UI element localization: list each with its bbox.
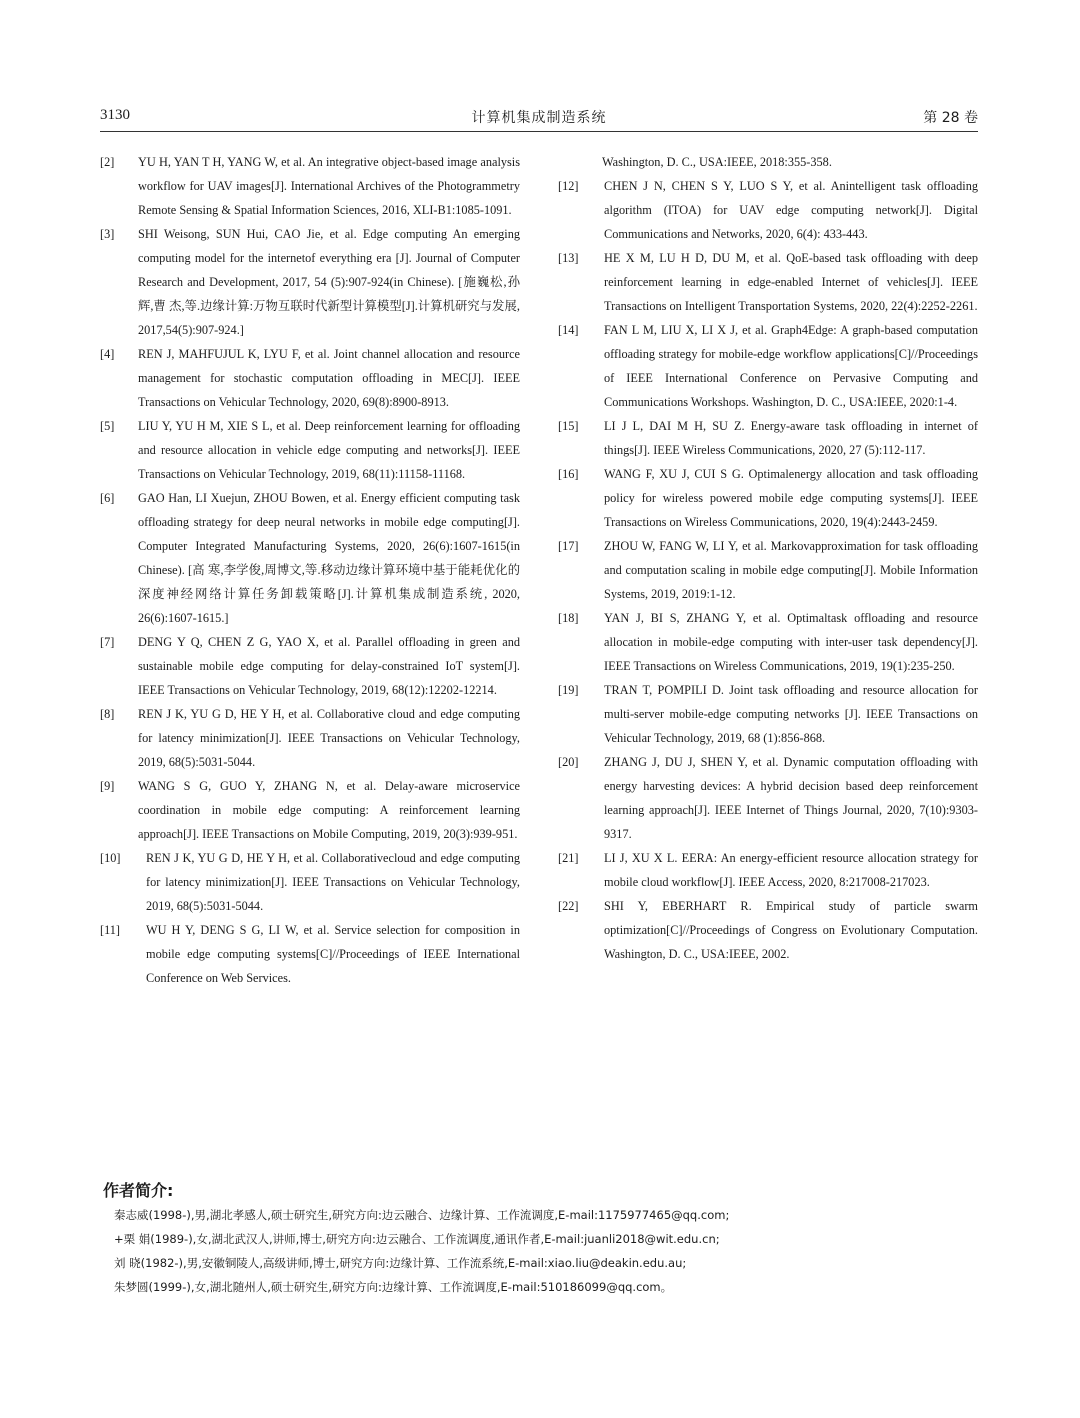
reference-text: WANG S G, GUO Y, ZHANG N, et al. Delay-aware microservice coordination in mobile edge computing: A reinforcement learning approach[J]. IEEE Transactions on Mobile Computing, 2019, 20(3):939-951. (138, 779, 520, 841)
reference-text: TRAN T, POMPILI D. Joint task offloading and resource allocation for multi-server mobile-edge computing networks [J]. IEEE Transactions on Vehicular Technology, 2019, 68 (1):856-868. (604, 683, 978, 745)
reference-number: [21] (558, 851, 579, 865)
references-left-column (100, 150, 520, 990)
reference-number: [3] (100, 227, 115, 241)
reference-number: [4] (100, 347, 115, 361)
reference-number: [20] (558, 755, 579, 769)
reference-item (558, 678, 978, 750)
reference-number: [5] (100, 419, 115, 433)
reference-number: [12] (558, 179, 579, 193)
author-bio: +栗 娟(1989-),女,湖北武汉人,讲师,博士,研究方向:边云融合、工作流调度,通讯作者,E-mail:juanli2018@wit.edu.cn; (114, 1232, 720, 1246)
reference-text: REN J, MAHFUJUL K, LYU F, et al. Joint channel allocation and resource management for stochastic computation offloading in MEC[J]. IEEE Transactions on Vehicular Technology, 2020, 69(8):8900-8913. (138, 347, 520, 409)
reference-text: LI J L, DAI M H, SU Z. Energy-aware task offloading in internet of things[J]. IEEE Wireless Communications, 2020, 27 (5):112-117. (604, 419, 978, 457)
reference-text: CHEN J N, CHEN S Y, LUO S Y, et al. Anintelligent task offloading algorithm (ITOA) for UAV edge computing network[J]. Digital Communications and Networks, 2020, 6(4): 433-443. (604, 179, 978, 241)
reference-number: [11] (100, 923, 121, 937)
reference-number: [2] (100, 155, 115, 169)
reference-text: YU H, YAN T H, YANG W, et al. An integrative object-based image analysis workflow for UAV images[J]. International Archives of the Photogrammetry Remote Sensing & Spatial Information Sciences, 2016, XLI-B1:1085-1091. (138, 155, 520, 217)
reference-number: [17] (558, 539, 579, 553)
reference-text: ZHANG J, DU J, SHEN Y, et al. Dynamic computation offloading with energy harvesting devices: A hybrid decision based deep reinforcement learning approach[J]. IEEE Internet of Things Journal, 2020, 7(10):9303-9317. (604, 755, 978, 841)
reference-text: SHI Weisong, SUN Hui, CAO Jie, et al. Edge computing An emerging computing model for the internetof everything era [J]. Journal of Computer Research and Development, 2017, 54 (5):907-924(in Chinese). [施巍松,孙 辉,曹 杰,等.边缘计算:万物互联时代新型计算模型[J].计算机研究与发展, 2017,54(5):907-924.] (138, 227, 520, 337)
reference-item (100, 774, 520, 846)
reference-text: SHI Y, EBERHART R. Empirical study of particle swarm optimization[C]//Proceedings of Congress on Evolutionary Computation. Washington, D. C., USA:IEEE, 2002. (604, 899, 978, 961)
reference-item (100, 414, 520, 486)
reference-item (558, 246, 978, 318)
author-profiles-heading: 作者简介: (103, 1181, 174, 1200)
reference-text: REN J K, YU G D, HE Y H, et al. Collaborative cloud and edge computing for latency minimization[J]. IEEE Transactions on Vehicular Technology, 2019, 68(5):5031-5044. (138, 707, 520, 769)
reference-text: YAN J, BI S, ZHANG Y, et al. Optimaltask offloading and resource allocation in mobile-edge computing with inter-user task dependency[J]. IEEE Transactions on Wireless Communications, 2019, 19(1):235-250. (604, 611, 978, 673)
page-number: 3130 (100, 107, 130, 123)
author-profiles (114, 1203, 994, 1299)
author-bio: 秦志威(1998-),男,湖北孝感人,硕士研究生,研究方向:边云融合、边缘计算、工作流调度,E-mail:1175977465@qq.com; (114, 1208, 730, 1222)
reference-item (100, 702, 520, 774)
reference-item (100, 918, 520, 990)
reference-number: [8] (100, 707, 115, 721)
reference-item (100, 486, 520, 630)
reference-number: [15] (558, 419, 579, 433)
volume-label: 第 28 卷 (923, 110, 978, 126)
reference-text: Washington, D. C., USA:IEEE, 2018:355-358. (602, 155, 832, 169)
reference-text: GAO Han, LI Xuejun, ZHOU Bowen, et al. Energy efficient computing task offloading strategy for deep neural networks in mobile edge computing[J]. Computer Integrated Manufacturing Systems, 2020, 26(6):1607-1615(in Chinese). [高 寒,李学俊,周博文,等.移动边缘计算环境中基于能耗优化的深度神经网络计算任务卸载策略[J].计算机集成制造系统, 2020, 26(6):1607-1615.] (138, 491, 520, 625)
reference-text: WANG F, XU J, CUI S G. Optimalenergy allocation and task offloading policy for wireless powered mobile edge computing systems[J]. IEEE Transactions on Wireless Communications, 2020, 19(4):2443-2459. (604, 467, 978, 529)
journal-name: 计算机集成制造系统 (471, 110, 607, 126)
reference-number: [10] (100, 851, 121, 865)
running-header (100, 107, 978, 132)
reference-text: HE X M, LU H D, DU M, et al. QoE-based task offloading with deep reinforcement learning in edge-enabled Internet of vehicles[J]. IEEE Transactions on Intelligent Transportation Systems, 2020, 22(4):2252-2261. (604, 251, 978, 313)
reference-item (558, 606, 978, 678)
reference-text: LIU Y, YU H M, XIE S L, et al. Deep reinforcement learning for offloading and resource allocation in vehicle edge computing and networks[J]. IEEE Transactions on Vehicular Technology, 2019, 68(11):11158-11168. (138, 419, 520, 481)
reference-text: REN J K, YU G D, HE Y H, et al. Collaborativecloud and edge computing for latency minimization[J]. IEEE Transactions on Vehicular Technology, 2019, 68(5):5031-5044. (146, 851, 520, 913)
reference-continuation (558, 150, 978, 174)
reference-number: [18] (558, 611, 579, 625)
reference-item (558, 174, 978, 246)
reference-text: WU H Y, DENG S G, LI W, et al. Service selection for composition in mobile edge computing systems[C]//Proceedings of IEEE International Conference on Web Services. (146, 923, 520, 985)
reference-item (100, 150, 520, 222)
reference-number: [7] (100, 635, 115, 649)
reference-item (100, 630, 520, 702)
author-bio: 刘 晓(1982-),男,安徽铜陵人,高级讲师,博士,研究方向:边缘计算、工作流系统,E-mail:xiao.liu@deakin.edu.au; (114, 1256, 687, 1270)
reference-item (100, 342, 520, 414)
reference-item (100, 222, 520, 342)
reference-number: [16] (558, 467, 579, 481)
reference-number: [13] (558, 251, 579, 265)
author-bio: 朱梦圆(1999-),女,湖北随州人,硕士研究生,研究方向:边缘计算、工作流调度,E-mail:510186099@qq.com。 (114, 1280, 673, 1294)
reference-number: [14] (558, 323, 579, 337)
reference-text: DENG Y Q, CHEN Z G, YAO X, et al. Parallel offloading in green and sustainable mobile edge computing for delay-constrained IoT system[J]. IEEE Transactions on Vehicular Technology, 2019, 68(12):12202-12214. (138, 635, 520, 697)
reference-number: [19] (558, 683, 579, 697)
references-right-column (558, 150, 978, 966)
reference-number: [22] (558, 899, 579, 913)
reference-item (558, 750, 978, 846)
reference-text: ZHOU W, FANG W, LI Y, et al. Markovapproximation for task offloading and computation scaling in mobile edge computing[J]. Mobile Information Systems, 2019, 2019:1-12. (604, 539, 978, 601)
reference-item (558, 894, 978, 966)
reference-item (558, 318, 978, 414)
reference-text: LI J, XU X L. EERA: An energy-efficient resource allocation strategy for mobile cloud workflow[J]. IEEE Access, 2020, 8:217008-217023. (604, 851, 978, 889)
reference-number: [6] (100, 491, 115, 505)
reference-item (100, 846, 520, 918)
reference-item (558, 414, 978, 462)
reference-item (558, 462, 978, 534)
reference-item (558, 534, 978, 606)
reference-number: [9] (100, 779, 115, 793)
reference-text: FAN L M, LIU X, LI X J, et al. Graph4Edge: A graph-based computation offloading strategy for mobile-edge workflow applications[C]//Proceedings of IEEE International Conference on Pervasive Computing and Communications Workshops. Washington, D. C., USA:IEEE, 2020:1-4. (604, 323, 978, 409)
reference-item (558, 846, 978, 894)
